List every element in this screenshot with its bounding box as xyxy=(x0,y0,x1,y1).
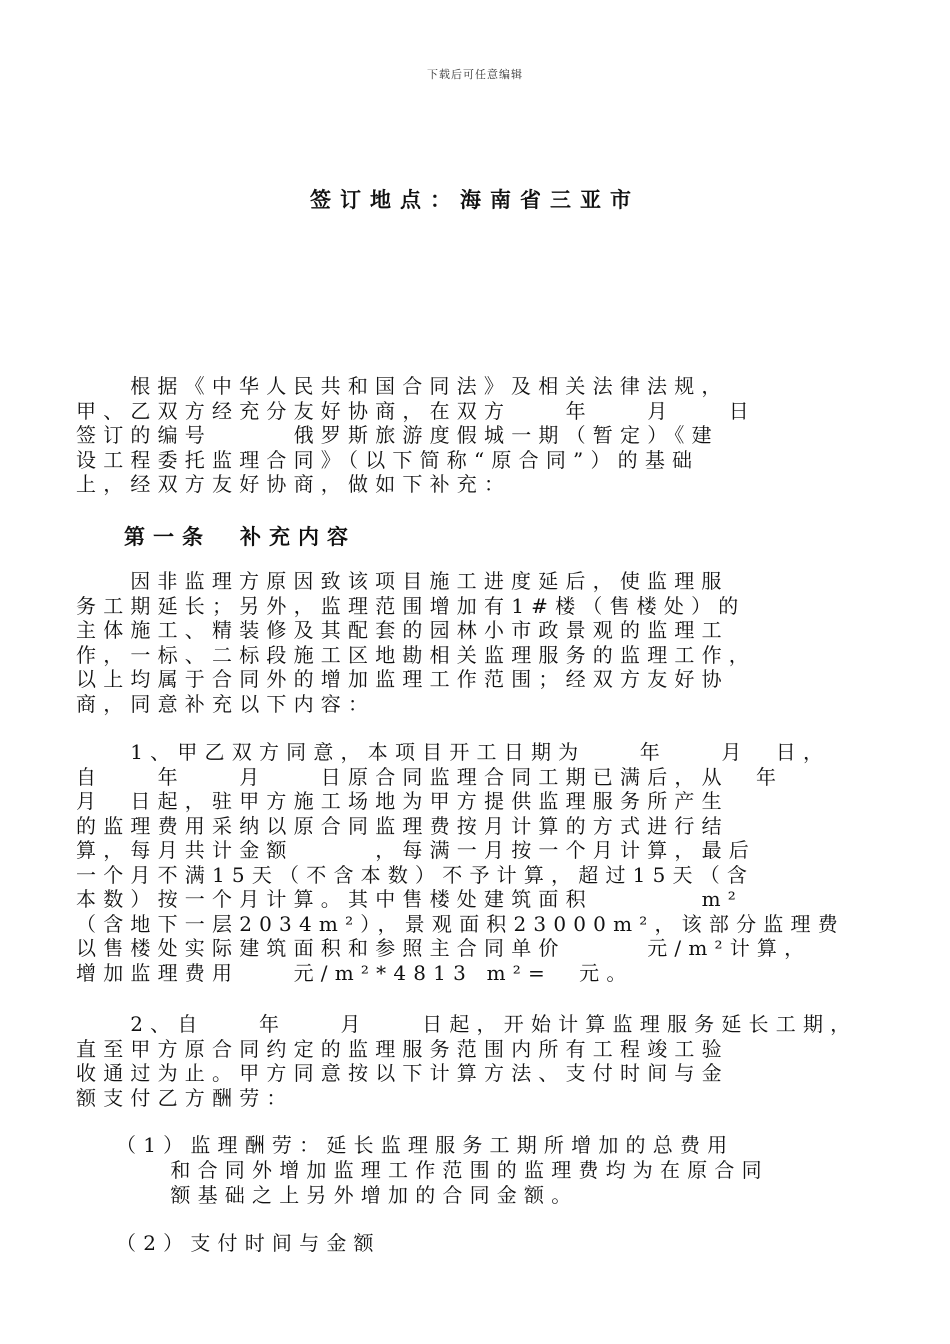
item-line: 额基础之上另外增加的合同金额。 xyxy=(116,1183,579,1207)
paragraph-line: 1、甲乙双方同意，本项目开工日期为 年 月 日， xyxy=(76,740,831,764)
paragraph-line: 额支付乙方酬劳： xyxy=(76,1085,294,1110)
clause-2-item-1 xyxy=(116,1133,769,1208)
paragraph-line: 自 年 月 日原合同监理合同工期已满后，从 年 xyxy=(76,764,784,789)
paragraph-line: 务工期延长；另外，监理范围增加有1#楼（售楼处）的 xyxy=(76,593,746,618)
clause-2-item-2 xyxy=(116,1231,381,1256)
paragraph-line: 商，同意补充以下内容： xyxy=(76,691,376,716)
paragraph-supplement-reason xyxy=(76,569,868,716)
paragraph-line: 作，一标、二标段施工区地勘相关监理服务的监理工作， xyxy=(76,642,756,667)
intro-line: 甲、乙双方经充分友好协商，在双方 年 月 日 xyxy=(76,398,756,423)
paragraph-line: 算，每月共计金额 ，每满一月按一个月计算，最后 xyxy=(76,838,756,862)
paragraph-line: （含地下一层2034m²），景观面积23000m²，该部分监理费 xyxy=(76,911,845,936)
article-title: 第一条 补充内容 xyxy=(124,524,356,549)
intro-line: 签订的编号 俄罗斯旅游度假城一期（暂定）《建 xyxy=(76,423,719,447)
item-line: 和合同外增加监理工作范围的监理费均为在原合同 xyxy=(116,1158,769,1182)
paragraph-clause-2 xyxy=(76,1012,868,1110)
paragraph-line: 收通过为止。甲方同意按以下计算方法、支付时间与金 xyxy=(76,1061,729,1085)
signing-place-title: 签订地点：海南省三亚市 xyxy=(310,187,640,212)
page-header-note: 下载后可任意编辑 xyxy=(427,68,523,81)
paragraph-line: 2、自 年 月 日起，开始计算监理服务延长工期， xyxy=(76,1012,858,1036)
item-line: （1）监理酬劳：延长监理服务工期所增加的总费用 xyxy=(116,1133,735,1157)
paragraph-line: 增加监理费用 元/m²*4813 m²= 元。 xyxy=(76,960,634,985)
paragraph-clause-1 xyxy=(76,740,868,985)
paragraph-line: 本数）按一个月计算。其中售楼处建筑面积 m² xyxy=(76,887,743,911)
item-line: （2）支付时间与金额 xyxy=(116,1231,381,1255)
paragraph-line: 一个月不满15天（不含本数）不予计算，超过15天（含 xyxy=(76,862,755,887)
intro-line: 根据《中华人民共和国合同法》及相关法律法规， xyxy=(76,374,729,398)
paragraph-line: 的监理费用采纳以原合同监理费按月计算的方式进行结 xyxy=(76,813,729,838)
paragraph-line: 以上均属于合同外的增加监理工作范围；经双方友好协 xyxy=(76,667,729,691)
paragraph-line: 直至甲方原合同约定的监理服务范围内所有工程竣工验 xyxy=(76,1036,729,1061)
intro-line: 设工程委托监理合同》（以下简称“原合同”）的基础 xyxy=(76,447,700,472)
paragraph-line: 主体施工、精装修及其配套的园林小市政景观的监理工 xyxy=(76,618,729,642)
intro-line: 上，经双方友好协商，做如下补充： xyxy=(76,472,512,496)
paragraph-line: 月 日起，驻甲方施工场地为甲方提供监理服务所产生 xyxy=(76,789,729,813)
paragraph-line: 以售楼处实际建筑面积和参照主合同单价 元/m²计算， xyxy=(76,936,812,960)
paragraph-line: 因非监理方原因致该项目施工进度延后，使监理服 xyxy=(76,569,729,593)
intro-paragraph xyxy=(76,374,868,497)
